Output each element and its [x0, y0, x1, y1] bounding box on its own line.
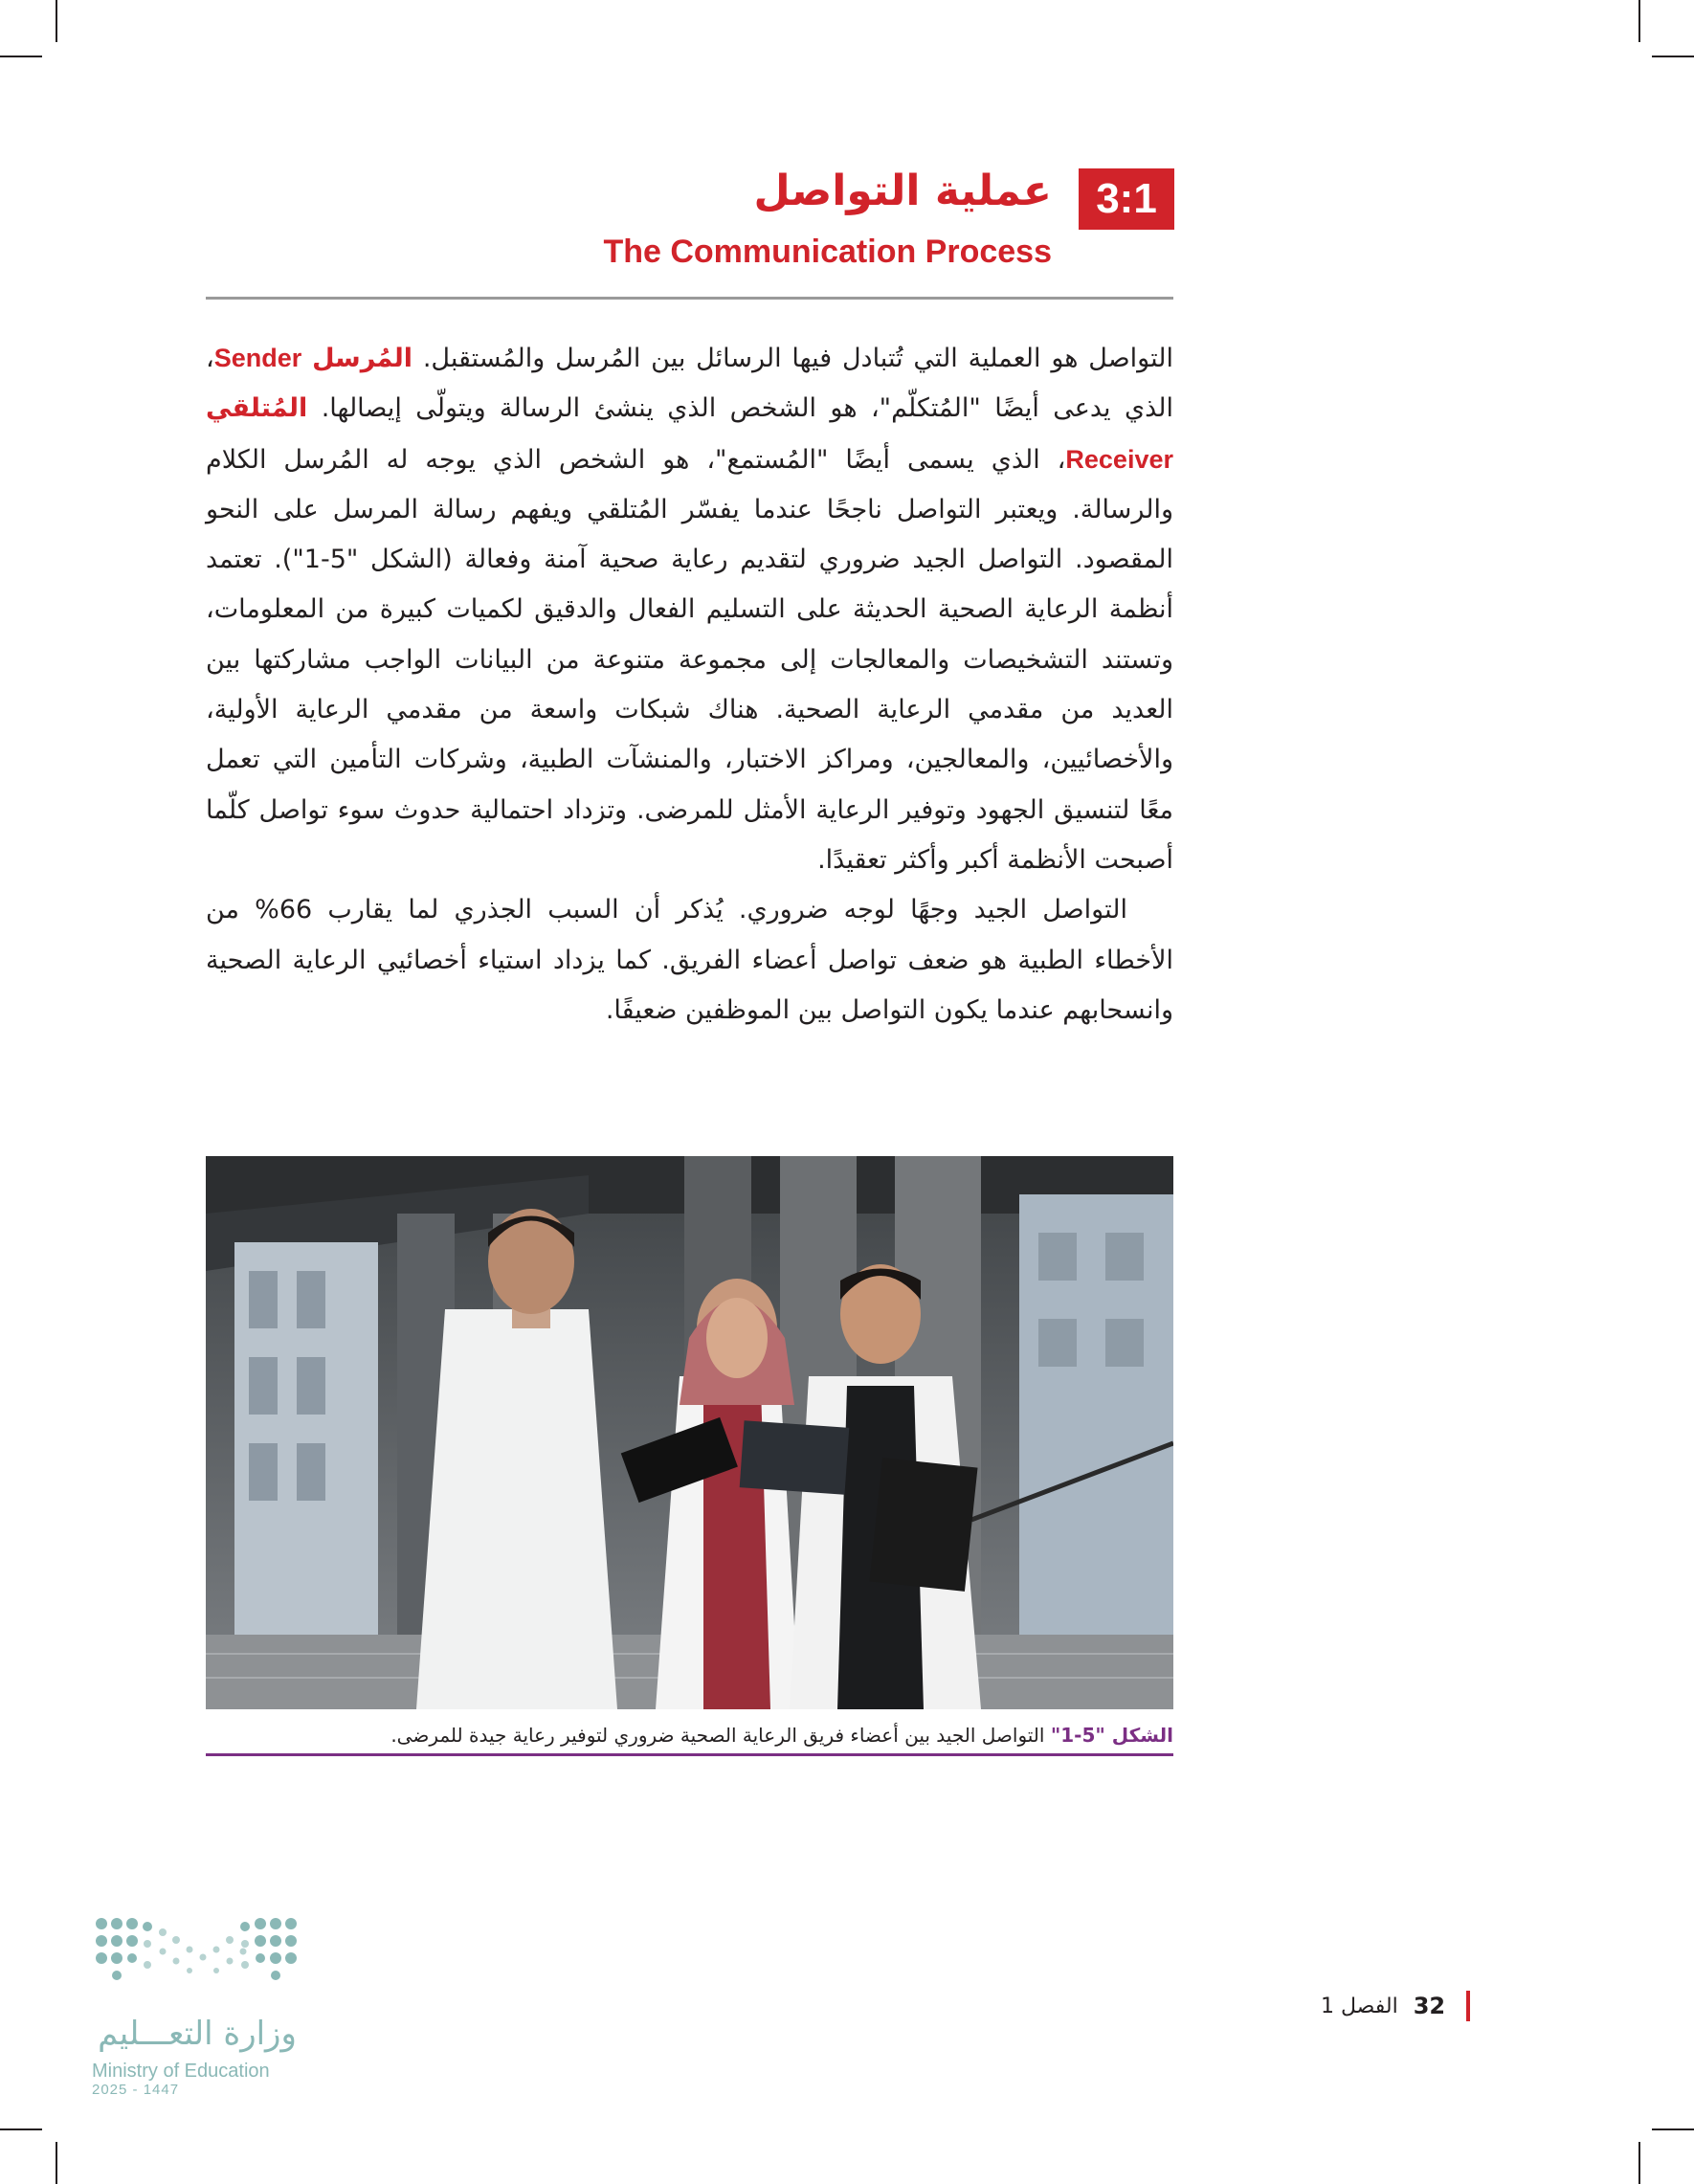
- text-run: ، الذي يسمى أيضًا "المُستمع"، هو الشخص الذي يوجه له المُرسل الكلام والرسالة. ويعتبر التواصل ناجحًا عندما يفسّر المُتلقي ويفهم رسالة المرسل على النحو المقصود. التواصل الجيد ضروري لتقديم رعاية صحية آمنة وفعالة (الشكل "5-1"). تعتمد أنظمة الرعاية الصحية الحديثة على التسليم الفعال والدقيق لكميات كبيرة من المعلومات، وتستند التشخيصات والمعالجات إلى مجموعة متنوعة من البيانات الواجب مشاركتها بين العديد من مقدمي الرعاية الصحية. هناك شبكات واسعة من مقدمي الرعاية الأولية، والأخصائيين، والمعالجين، ومراكز الاختبار، والمنشآت الطبية، وشركات التأمين التي تعمل معًا لتنسيق الجهود وتوفير الرعاية الأمثل للمرضى. وتزداد احتمالية حدوث سوء تواصل كلّما أصبحت الأنظمة أكبر وأكثر تعقيدًا.: [206, 444, 1173, 875]
- body-text: [206, 333, 1173, 1036]
- crop-mark: [1652, 56, 1694, 57]
- section-title-english: The Communication Process: [603, 234, 1052, 270]
- section-title-arabic: عملية التواصل: [753, 167, 1052, 215]
- text-run: التواصل هو العملية التي تُتبادل فيها الرسائل بين المُرسل والمُستقبل.: [412, 344, 1173, 373]
- ministry-name-arabic: وزارة التعـــليم: [98, 2015, 297, 2053]
- crop-mark: [0, 56, 42, 57]
- term-sender-en: Sender: [213, 344, 302, 372]
- text-run: ، الذي يدعى أيضًا "المُتكلّم"، هو الشخص الذي ينشئ الرسالة ويتولّى إيصالها.: [206, 344, 1173, 424]
- paragraph-1: [206, 333, 1173, 885]
- caption-divider: [206, 1753, 1173, 1756]
- crop-mark: [0, 2128, 42, 2130]
- figure: [206, 1156, 1173, 1756]
- crop-mark: [56, 2142, 57, 2184]
- figure-caption: [206, 1721, 1173, 1749]
- header-divider: [206, 297, 1173, 300]
- page-footer: [1321, 1987, 1470, 2025]
- crop-mark: [56, 0, 57, 42]
- term-sender-ar: المُرسل: [312, 344, 413, 373]
- term-receiver-en: Receiver: [1065, 444, 1173, 474]
- crop-mark: [1638, 2142, 1640, 2184]
- crop-mark: [1638, 0, 1640, 42]
- figure-photo-doctors: [206, 1156, 1173, 1709]
- chapter-label: الفصل 1: [1321, 1994, 1398, 2018]
- figure-caption-text: التواصل الجيد بين أعضاء فريق الرعاية الصحية ضروري لتوفير رعاية جيدة للمرضى.: [390, 1724, 1051, 1747]
- section-number-badge: 3:1: [1079, 168, 1174, 230]
- page-marker-bar: [1466, 1991, 1470, 2021]
- crop-mark: [1652, 2128, 1694, 2130]
- figure-label: الشكل "5-1": [1050, 1724, 1173, 1747]
- page-number: 32: [1413, 1993, 1446, 2019]
- ministry-logo: [92, 1909, 312, 2101]
- section-header: [287, 165, 1174, 299]
- ministry-year: 2025 - 1447: [92, 2082, 180, 2098]
- term-receiver-ar: المُتلقي: [206, 393, 308, 424]
- paragraph-2: التواصل الجيد وجهًا لوجه ضروري. يُذكر أن السبب الجذري لما يقارب 66% من الأخطاء الطبية هو ضعف تواصل أعضاء الفريق. كما يزداد استياء أخصائيي الرعاية الصحية وانسحابهم عندما يكون التواصل بين الموظفين ضعيفًا.: [206, 895, 1173, 1025]
- logo-dots-icon: [92, 1909, 312, 2010]
- ministry-name-english: Ministry of Education: [92, 2061, 270, 2082]
